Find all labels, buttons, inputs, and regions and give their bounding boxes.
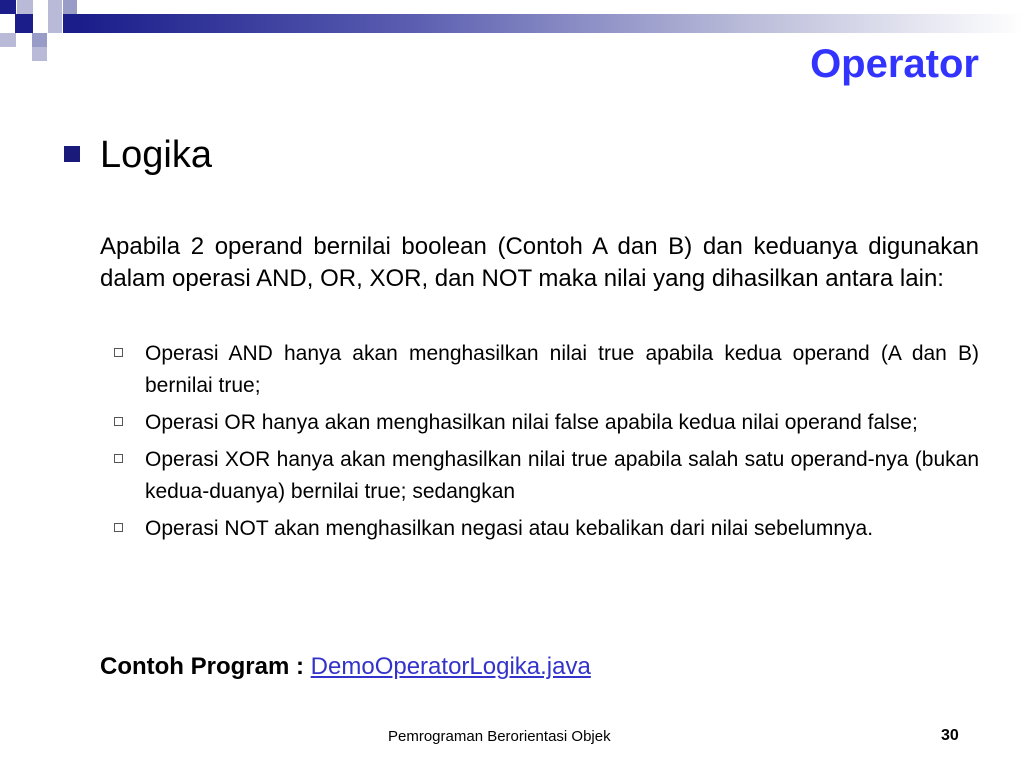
operator-list: [114, 338, 979, 550]
footer-course-name: Pemrograman Berorientasi Objek: [388, 728, 611, 745]
example-label: Contoh Program :: [100, 653, 304, 680]
list-item: [114, 513, 979, 545]
deco-square: [32, 33, 47, 47]
deco-square: [63, 0, 77, 14]
deco-square: [0, 0, 16, 14]
intro-paragraph: Apabila 2 operand bernilai boolean (Contoh A dan B) dan keduanya digunakan dalam operasi AND, OR, XOR, dan NOT maka nilai yang dihasilkan antara lain:: [100, 233, 979, 292]
list-item: [114, 444, 979, 508]
deco-square: [48, 0, 62, 14]
square-bullet-icon: [64, 146, 80, 162]
hollow-square-bullet-icon: [114, 417, 123, 426]
list-item-text: Operasi XOR hanya akan menghasilkan nilai true apabila salah satu operand-nya (bukan kedua-duanya) bernilai true; sedangkan: [145, 448, 979, 503]
deco-square: [48, 14, 62, 33]
page-number: 30: [941, 727, 959, 744]
list-item-text: Operasi OR hanya akan menghasilkan nilai false apabila kedua nilai operand false;: [145, 411, 918, 434]
list-item: [114, 407, 979, 439]
deco-square: [32, 47, 47, 61]
example-program-line: [100, 651, 591, 683]
slide-title: Operator: [810, 42, 979, 86]
deco-square: [15, 14, 33, 33]
example-program-link[interactable]: DemoOperatorLogika.java: [310, 653, 591, 680]
list-item-text: Operasi AND hanya akan menghasilkan nilai true apabila kedua operand (A dan B) bernilai true;: [145, 342, 979, 397]
hollow-square-bullet-icon: [114, 348, 123, 357]
deco-square: [0, 33, 16, 47]
hollow-square-bullet-icon: [114, 454, 123, 463]
list-item: [114, 338, 979, 402]
header-gradient-bar: [78, 14, 1024, 33]
heading-bullet-item: [64, 136, 212, 174]
hollow-square-bullet-icon: [114, 523, 123, 532]
list-item-text: Operasi NOT akan menghasilkan negasi atau kebalikan dari nilai sebelumnya.: [145, 517, 874, 540]
deco-square: [63, 14, 78, 33]
deco-square: [17, 0, 33, 14]
section-heading: Logika: [100, 134, 212, 176]
